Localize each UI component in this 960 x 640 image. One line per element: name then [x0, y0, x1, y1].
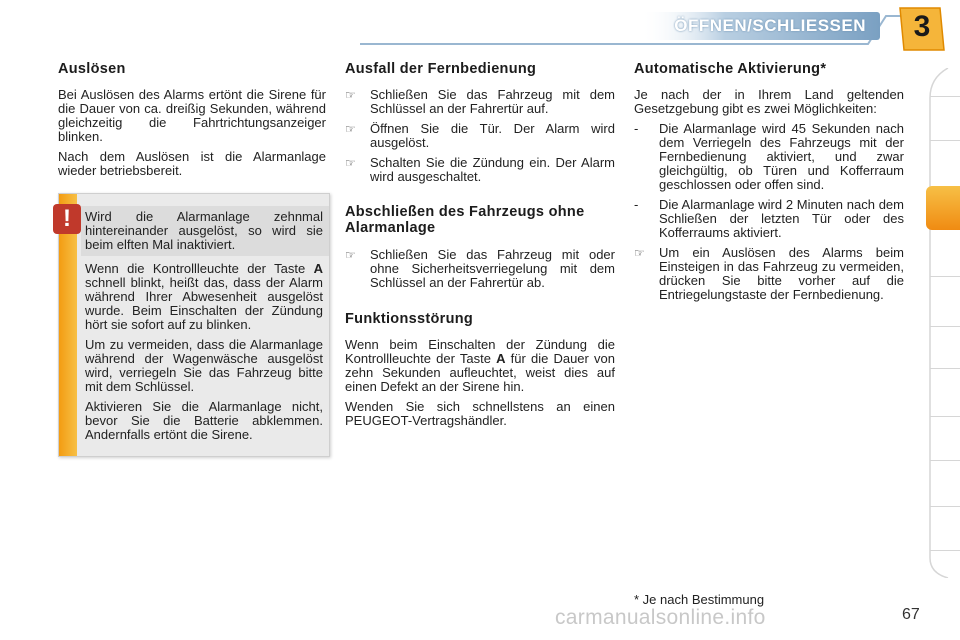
heading-funktionsstoerung: Funktionsstörung — [345, 311, 474, 327]
warning-paragraph: Wird die Alarmanlage zehnmal hintereinander ausgelöst, so wird sie beim elften Mal inaktiviert. — [81, 206, 329, 256]
list-item-text: Um ein Auslösen des Alarms beim Einsteigen in das Fahrzeug zu vermeiden, drücken Sie bitte vorher auf die Entriegelungstaste der Fernbedienung. — [659, 245, 904, 302]
heading-automatische-aktivierung: Automatische Aktivierung* — [634, 61, 827, 77]
chapter-title: ÖFFNEN/SCHLIESSEN — [674, 16, 866, 35]
tab-divider — [930, 140, 960, 141]
paragraph: Nach dem Auslösen ist die Alarmanlage wieder betriebsbereit. — [58, 149, 326, 178]
list-item — [345, 122, 615, 150]
chapter-number: 3 — [913, 10, 931, 43]
tab-chapter-3[interactable] — [926, 186, 960, 230]
warning-paragraph: Um zu vermeiden, dass die Alarmanlage während der Wagenwäsche ausgelöst wird, verriegeln Sie das Fahrzeug bitte mit dem Schlüssel. — [85, 337, 323, 394]
list-item-text: Die Alarmanlage wird 2 Minuten nach dem Schließen der letzten Tür oder des Kofferraums aktiviert. — [659, 197, 904, 240]
list-item — [634, 122, 904, 192]
pointing-hand-icon: ☞ — [345, 248, 356, 262]
pointing-hand-icon: ☞ — [345, 88, 356, 102]
paragraph — [345, 338, 615, 394]
list-item-text: Schließen Sie das Fahrzeug mit dem Schlüssel an der Fahrertür auf. — [370, 87, 615, 116]
paragraph: Je nach der in Ihrem Land geltenden Gesetzgebung gibt es zwei Möglichkeiten: — [634, 87, 904, 116]
tab-divider — [930, 550, 960, 551]
key-label: A — [496, 351, 506, 366]
pointing-hand-icon: ☞ — [634, 246, 645, 260]
heading-ausfall-fernbedienung: Ausfall der Fernbedienung — [345, 61, 537, 77]
list-item — [634, 198, 904, 240]
list-item — [634, 246, 904, 302]
column-middle — [345, 62, 615, 434]
text: Wenn die Kontrollleuchte der Taste — [85, 261, 306, 276]
tab-divider — [930, 96, 960, 97]
text: Wenn beim Einschalten der Zündung die Kontrollleuchte der Taste — [345, 337, 615, 366]
list-item-text: Schließen Sie das Fahrzeug mit oder ohne Sicherheitsverriegelung mit dem Schlüssel an der Fahrertür ab. — [370, 247, 615, 290]
page-number: 67 — [902, 606, 920, 623]
text: für die Dauer von zehn Sekunden aufleuchtet, weist dies auf einen Defekt an der Sirene hin. — [345, 351, 615, 394]
tab-divider — [930, 326, 960, 327]
pointing-hand-icon: ☞ — [345, 122, 356, 136]
tab-divider — [930, 460, 960, 461]
footnote: * Je nach Bestimmung — [634, 592, 765, 607]
list-item — [345, 248, 615, 290]
list-item — [345, 156, 615, 184]
dash-marker: - — [634, 197, 639, 212]
warning-box — [58, 193, 330, 457]
warning-paragraph — [85, 262, 323, 332]
dash-marker: - — [634, 121, 639, 136]
pointing-hand-icon: ☞ — [345, 156, 356, 170]
warning-paragraph: Aktivieren Sie die Alarmanlage nicht, bevor Sie die Batterie abklemmen. Andernfalls ertönt die Sirene. — [85, 399, 323, 442]
list-item — [345, 88, 615, 116]
tab-divider — [930, 276, 960, 277]
chapter-tabs — [922, 68, 960, 578]
tab-divider — [930, 368, 960, 369]
paragraph: Bei Auslösen des Alarms ertönt die Sirene für die Dauer von ca. dreißig Sekunden, während gleichzeitig die Fahrtrichtungsanzeiger blinken. — [58, 87, 326, 144]
chapter-header — [0, 0, 960, 60]
watermark: carmanualsonline.info — [555, 606, 766, 629]
warning-exclamation-icon: ! — [53, 204, 81, 234]
list-item-text: Schalten Sie die Zündung ein. Der Alarm wird ausgeschaltet. — [370, 155, 615, 184]
heading-ausloesen: Auslösen — [58, 61, 126, 77]
tab-divider — [930, 506, 960, 507]
text: schnell blinkt, heißt das, dass der Alarm während Ihrer Abwesenheit ausgelöst wurde. Beim Einschalten der Zündung hört sie sofort auf zu blinken. — [85, 275, 323, 332]
list-item-text: Öffnen Sie die Tür. Der Alarm wird ausgelöst. — [370, 121, 615, 150]
column-left — [58, 62, 326, 184]
key-label: A — [313, 261, 323, 276]
tab-rail — [922, 68, 960, 578]
column-right — [634, 62, 904, 308]
paragraph: Wenden Sie sich schnellstens an einen PEUGEOT-Vertragshändler. — [345, 399, 615, 428]
warning-text — [85, 210, 323, 448]
tab-divider — [930, 416, 960, 417]
heading-abschliessen-ohne-alarm: Abschließen des Fahrzeugs ohne Alarmanlage — [345, 204, 585, 236]
list-item-text: Die Alarmanlage wird 45 Sekunden nach dem Verriegeln des Fahrzeugs mit der Fernbedienung aktiviert, und zwar gleichgültig, ob Türen und Kofferraum geschlossen oder offen sind. — [659, 121, 904, 192]
